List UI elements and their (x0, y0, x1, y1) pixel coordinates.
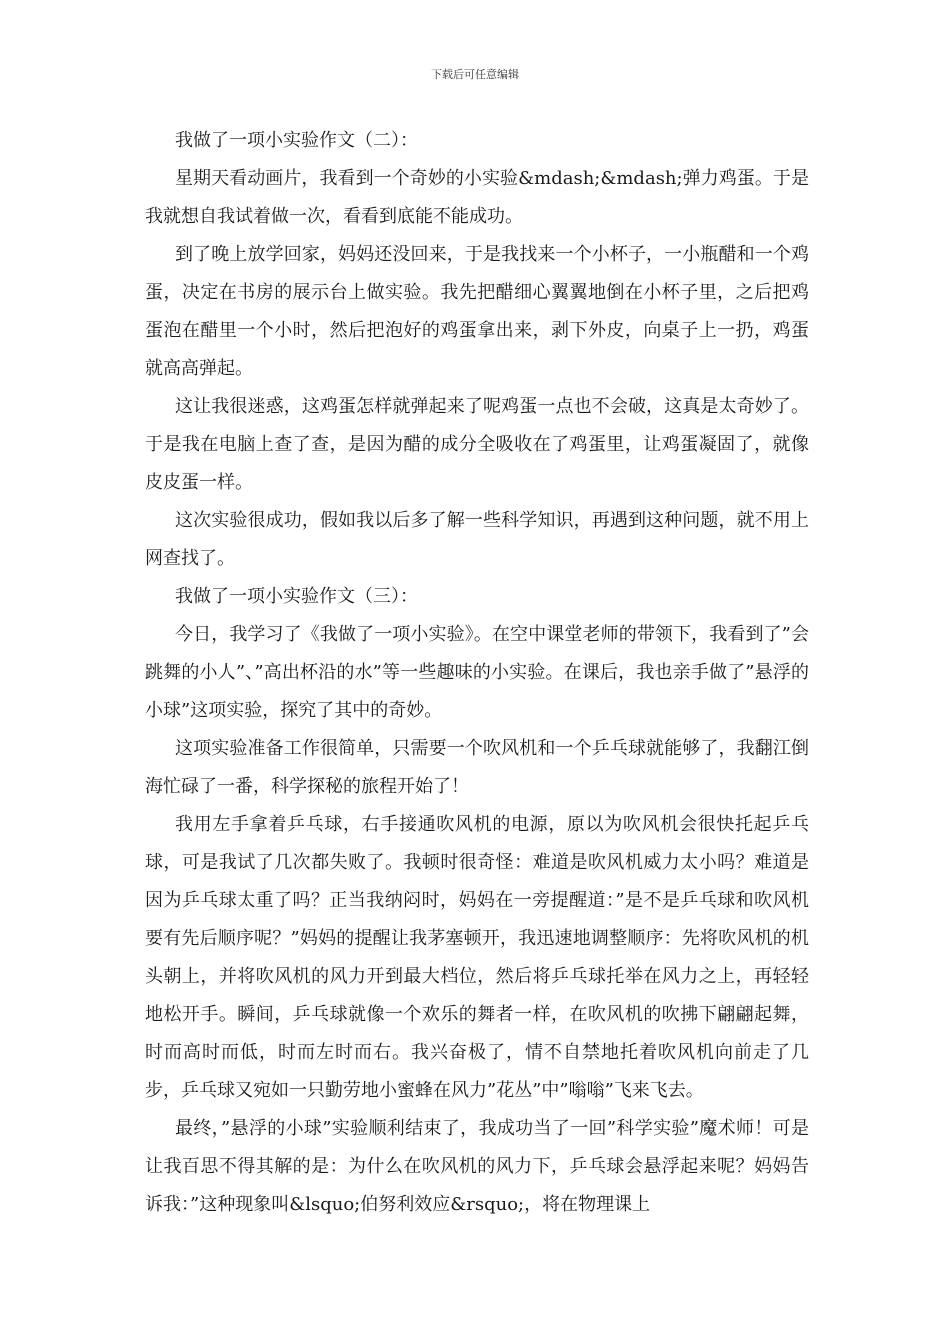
heading-essay-2: 我做了一项小实验作文（二）： (175, 130, 418, 151)
paragraph: 我用左手拿着乒乓球，右手接通吹风机的电源，原以为吹风机会很快托起乒乓球，可是我试了几次都失败了。我顿时很奇怪：难道是吹风机威力太小吗？难道是因为乒乓球太重了吗？正当我纳闷时，妈妈在一旁提醒道：”是不是乒乓球和吹风机要有先后顺序呢？”妈妈的提醒让我茅塞顿开，我迅速地调整顺序：先将吹风机的机头朝上，并将吹风机的风力开到最大档位，然后将乒乓球托举在风力之上，再轻轻地松开手。瞬间，乒乓球就像一个欢乐的舞者一样，在吹风机的吹拂下翩翩起舞，时而高时而低，时而左时而右。我兴奋极了，情不自禁地托着吹风机向前走了几步，乒乓球又宛如一只勤劳地小蜜蜂在风力”花丛”中”嗡嗡”飞来飞去。 (145, 814, 809, 1101)
paragraph: 这项实验准备工作很简单，只需要一个吹风机和一个乒乓球就能够了，我翻江倒海忙碌了一番，科学探秘的旅程开始了！ (145, 738, 809, 797)
page-header-note: 下载后可任意编辑 (431, 68, 519, 81)
heading-essay-3: 我做了一项小实验作文（三）： (175, 586, 418, 607)
paragraph: 今日，我学习了《我做了一项小实验》。在空中课堂老师的带领下，我看到了”会跳舞的小人”、”高出杯沿的水”等一些趣味的小实验。在课后，我也亲手做了”悬浮的小球”这项实验，探究了其中的奇妙。 (145, 624, 809, 721)
paragraph: 到了晚上放学回家，妈妈还没回来，于是我找来一个小杯子，一小瓶醋和一个鸡蛋，决定在书房的展示台上做实验。我先把醋细心翼翼地倒在小杯子里，之后把鸡蛋泡在醋里一个小时，然后把泡好的鸡蛋拿出来，剥下外皮，向桌子上一扔，鸡蛋就高高弹起。 (145, 244, 809, 379)
paragraph: 这次实验很成功，假如我以后多了解一些科学知识，再遇到这种问题，就不用上网查找了。 (145, 510, 809, 569)
document-body (145, 122, 809, 1224)
paragraph: 最终，”悬浮的小球”实验顺利结束了，我成功当了一回”科学实验”魔术师！可是让我百思不得其解的是：为什么在吹风机的风力下，乒乓球会悬浮起来呢？妈妈告诉我：”这种现象叫&lsquo;伯努利效应&rsquo;，将在物理课上 (145, 1118, 809, 1215)
paragraph: 这让我很迷惑，这鸡蛋怎样就弹起来了呢鸡蛋一点也不会破，这真是太奇妙了。于是我在电脑上查了查，是因为醋的成分全吸收在了鸡蛋里，让鸡蛋凝固了，就像皮皮蛋一样。 (145, 396, 809, 493)
paragraph: 星期天看动画片，我看到一个奇妙的小实验&mdash;&mdash;弹力鸡蛋。于是我就想自我试着做一次，看看到底能不能成功。 (145, 168, 809, 227)
